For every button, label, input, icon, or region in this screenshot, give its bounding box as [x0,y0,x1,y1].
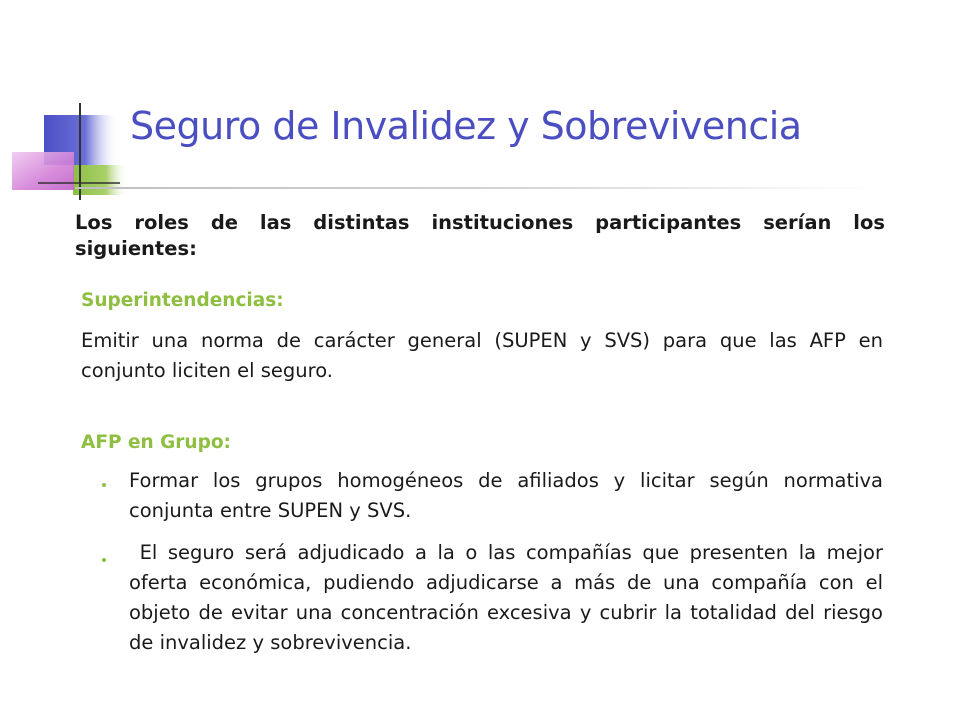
section-heading-afp-en-grupo: AFP en Grupo: [81,432,231,453]
bullet-item [81,538,890,658]
section-text-superintendencias: Emitir una norma de carácter general (SUPEN y SVS) para que las AFP en conjunto liciten el seguro. [81,329,883,382]
slide-title: Seguro de Invalidez y Sobrevivencia [130,104,802,148]
bullet-text: El seguro será adjudicado a la o las compañías que presenten la mejor oferta económica, pudiendo adjudicarse a más de una compañía con el objeto de evitar una concentración excesiva y cubrir la totalidad del riesgo de invalidez y sobrevivencia. [129,541,890,654]
bullet-text: Formar los grupos homogéneos de afiliados y licitar según normativa conjunta entre SUPEN y SVS. [129,469,883,522]
deco-pink-square [12,152,74,190]
corner-squares-decoration [0,0,140,200]
bullet-dot-icon [102,483,106,487]
bullet-dot-icon [102,558,106,562]
title-divider [75,187,875,189]
deco-green-square [73,165,128,195]
section-heading-superintendencias: Superintendencias: [81,290,284,311]
intro-paragraph: Los roles de las distintas instituciones participantes serían los siguientes: [75,211,885,260]
bullet-item [81,466,883,526]
